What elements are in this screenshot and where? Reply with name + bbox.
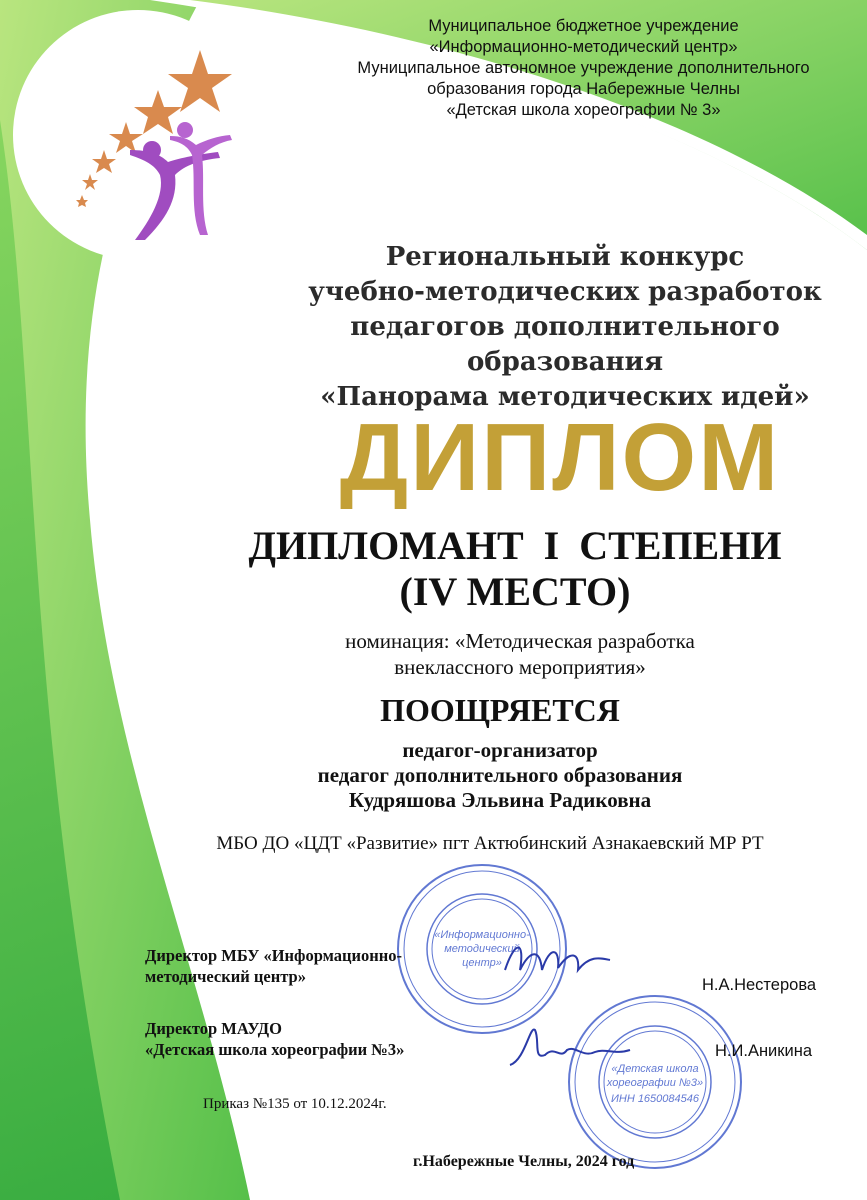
contest-line: «Панорама методических идей»	[320, 382, 810, 412]
star-icon	[134, 90, 182, 134]
signatory-2-title	[145, 1018, 404, 1060]
org-line: «Информационно-методический центр»	[429, 38, 738, 56]
recipient-position: педагог дополнительного образования	[317, 763, 683, 787]
stamp-school	[565, 992, 745, 1172]
stamp-text: «Информационно-	[434, 929, 530, 941]
org-line: Муниципальное бюджетное учреждение	[428, 17, 739, 35]
contest-title	[270, 240, 860, 415]
stamp-text: центр»	[462, 957, 502, 969]
recipient-name: Кудряшова Эльвина Радиковна	[348, 788, 652, 812]
star-icon	[82, 174, 98, 190]
signatory-title-line: Директор МАУДО	[145, 1019, 282, 1038]
org-line: Муниципальное автономное учреждение дополнительного	[357, 59, 810, 77]
org-line: образования города Набережные Челны	[427, 80, 740, 98]
logo	[60, 50, 240, 250]
org-line: «Детская школа хореографии № 3»	[446, 101, 721, 119]
stamp-text: ИНН 1650084546	[611, 1093, 699, 1105]
contest-line: педагогов дополнительного образования	[350, 312, 780, 377]
dancers-icon	[130, 122, 232, 240]
signatory-title-line: Директор МБУ «Информационно-	[145, 946, 403, 965]
place-line: (IV МЕСТО)	[399, 569, 631, 614]
signatory-title-line: «Детская школа хореографии №3»	[145, 1040, 405, 1059]
contest-line: Региональный конкурс	[385, 242, 745, 272]
contest-line: учебно-методических разработок	[308, 277, 822, 307]
star-icon	[168, 50, 232, 112]
stamp-text: хореографии №3»	[606, 1077, 704, 1089]
diploma-title: ДИПЛОМ	[339, 404, 781, 511]
nomination-line: внеклассного мероприятия»	[394, 655, 646, 679]
signature-anikina	[505, 1020, 635, 1080]
recipient	[200, 738, 800, 813]
signatory-title-line: методический центр»	[145, 967, 306, 986]
recipient-position: педагог-организатор	[402, 738, 598, 762]
degree-line: ДИПЛОМАНТ I СТЕПЕНИ	[248, 523, 782, 568]
organisations-header	[300, 16, 867, 121]
recipient-school: МБО ДО «ЦДТ «Развитие» пгт Актюбинский Азнакаевский МР РТ	[216, 833, 764, 854]
stamp-text: методический	[444, 943, 520, 955]
stamp-text: «Детская школа	[611, 1063, 699, 1075]
degree	[215, 523, 815, 615]
order-number: Приказ №135 от 10.12.2024г.	[203, 1096, 387, 1112]
encourage-heading: ПООЩРЯЕТСЯ	[380, 692, 620, 728]
signature-nesterova	[500, 930, 620, 990]
star-icon	[76, 195, 88, 207]
star-icon	[109, 122, 143, 153]
signatory-2-name: Н.И.Аникина	[715, 1042, 813, 1060]
signatory-1-title	[145, 945, 402, 987]
star-icon	[92, 150, 116, 173]
city-year: г.Набережные Челны, 2024 год	[413, 1153, 635, 1170]
nomination-line: номинация: «Методическая разработка	[345, 629, 695, 653]
signatory-1-name: Н.А.Нестерова	[702, 976, 817, 994]
nomination	[240, 628, 800, 680]
